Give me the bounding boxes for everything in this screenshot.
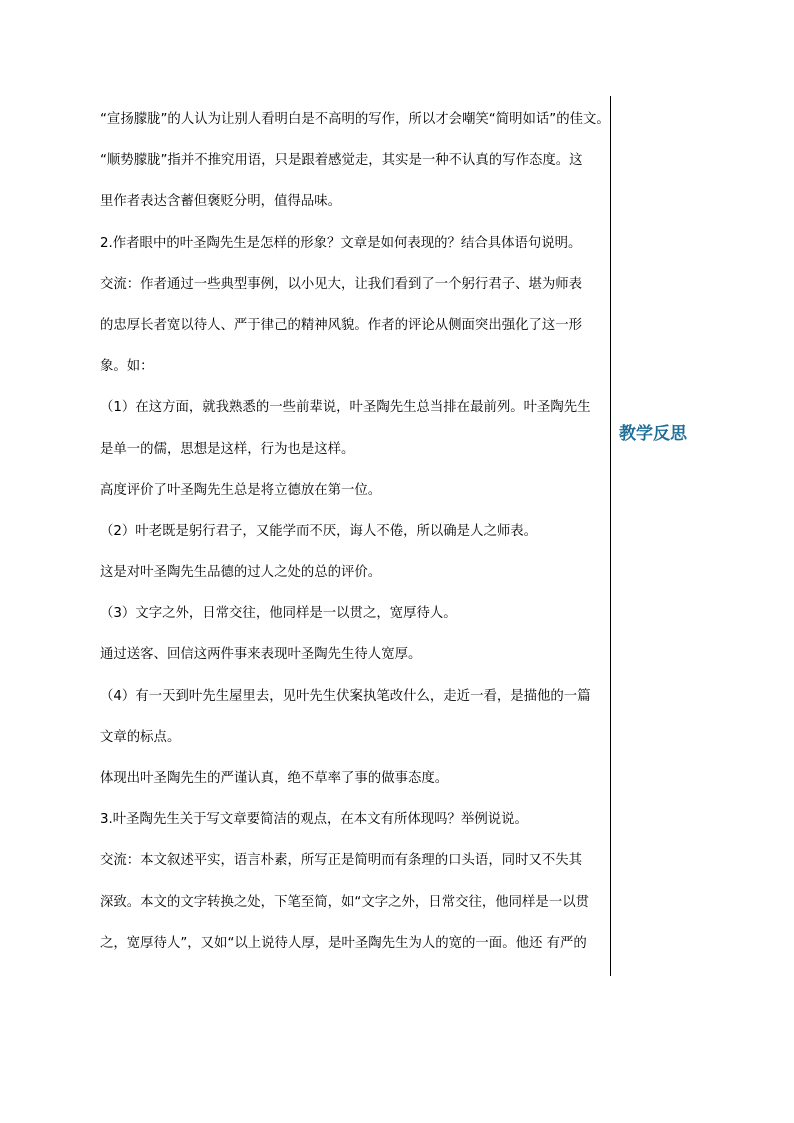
text-line: 交流：本文叙述平实，语言朴素，所写正是简明而有条理的口头语，同时又不失其 [100, 853, 583, 869]
teaching-reflection-label: 教学反思 [619, 424, 687, 444]
question-3: 3.叶圣陶先生关于写文章要简洁的观点，在本文有所体现吗？举例说说。 [100, 812, 528, 828]
text-line: 是单一的儒，思想是这样，行为也是这样。 [100, 441, 355, 457]
text-line: 之，宽厚待人”，又如“以上说待人厚，是叶圣陶先生为人的宽的一面。他还 有严的 [100, 935, 587, 951]
text-line: 象。如： [100, 359, 154, 375]
text-line: 深致。本文的文字转换之处，下笔至简，如“文字之外，日常交往，他同样是一以贯 [100, 894, 589, 910]
text-line: 体现出叶圣陶先生的严谨认真，绝不草率了事的做事态度。 [100, 771, 449, 786]
text-line: 交流：作者通过一些典型事例，以小见大，让我们看到了一个躬行君子、堪为师表 [100, 276, 583, 292]
text-line: “宣扬朦胧”的人认为让别人看明白是不高明的写作，所以才会嘲笑“简明如话”的佳文。 [100, 112, 610, 127]
text-line: （1）在这方面，就我熟悉的一些前辈说，叶圣陶先生总当排在最前列。叶圣陶先生 [100, 400, 591, 416]
text-line: 高度评价了叶圣陶先生总是将立德放在第一位。 [100, 482, 382, 498]
text-line: （3）文字之外，日常交往，他同样是一以贯之，宽厚待人。 [100, 606, 457, 622]
lesson-content [100, 99, 620, 964]
text-line: 通过送客、回信这两件事来表现叶圣陶先生待人宽厚。 [100, 647, 422, 663]
text-line: 这是对叶圣陶先生品德的过人之处的总的评价。 [100, 565, 382, 581]
text-line: 文章的标点。 [100, 729, 181, 745]
text-line: （4）有一天到叶先生屋里去，见叶先生伏案执笔改什么，走近一看，是描他的一篇 [100, 688, 591, 704]
text-line: “顺势朦胧”指并不推究用语，只是跟着感觉走，其实是一种不认真的写作态度。这 [100, 153, 583, 169]
text-line: 的忠厚长者宽以待人、严于律己的精神风貌。作者的评论从侧面突出强化了这一形 [100, 317, 583, 333]
text-line: 里作者表达含蓄但褒贬分明，值得品味。 [100, 194, 342, 210]
question-2: 2.作者眼中的叶圣陶先生是怎样的形象？文章是如何表现的？结合具体语句说明。 [100, 235, 582, 251]
text-line: （2）叶老既是躬行君子，又能学而不厌，诲人不倦，所以确是人之师表。 [100, 523, 538, 539]
